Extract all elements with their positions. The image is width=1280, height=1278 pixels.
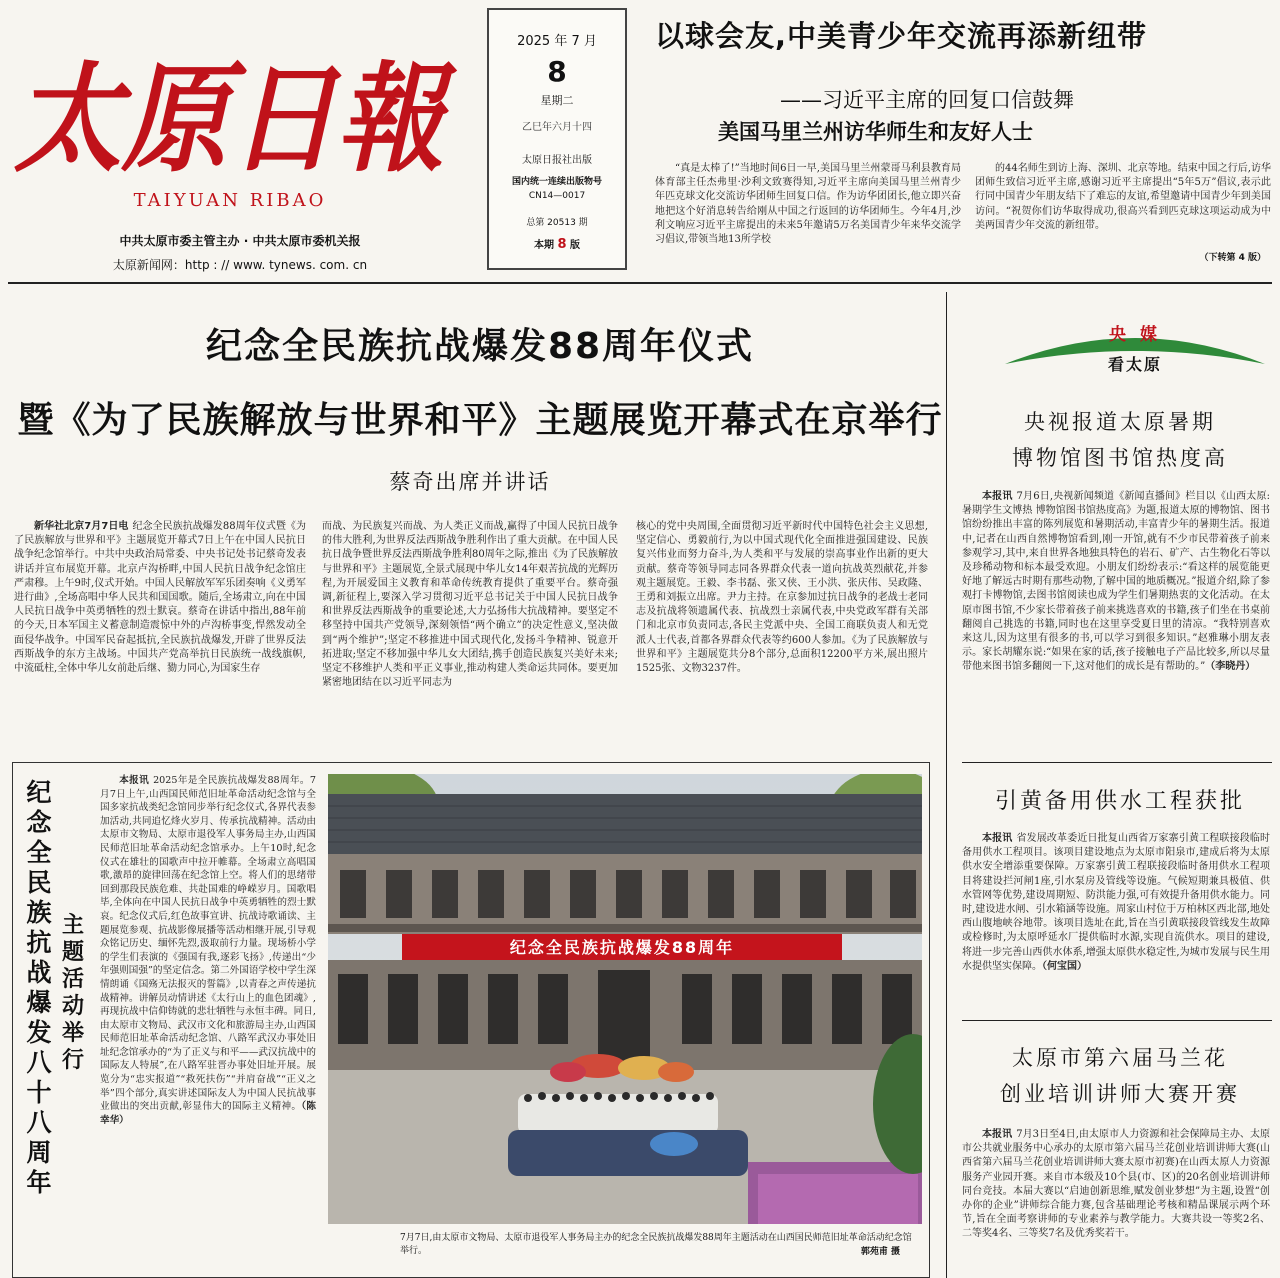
top-story-column-2 [975,162,1271,262]
page-count-prefix: 本期 [533,240,554,251]
main-story-column-1-text: 纪念全民族抗战爆发88周年仪式暨《为了民族解放与世界和平》主题展览开幕式7日上午在中国人民抗日战争纪念馆举行。中共中央政治局常委、中央书记处书记蔡奇发表讲话并宣布展览开幕。北京卢沟桥畔,中国人民抗日战争纪念馆庄严肃穆。上午9时,仪式开始。中国人民解放军军乐团奏响《义勇军进行曲》,全场高唱中华人民共和国国歌。随后,全场肃立,向在中国人民抗日战争中英勇牺牲的烈士默哀。蔡奇在讲话中指出,88年前的今天,日本军国主义蓄意制造震惊中外的卢沟桥事变,悍然发动全面侵华战争。中国军民奋起抵抗,全民族抗战爆发,开辟了世界反法西斯战争的东方主战场。中国共产党高举抗日民族统一战线旗帜,中流砥柱,全体中华儿女前赴后继、勠力同心,为国家生存 [14,521,306,675]
main-story-column-1 [14,520,306,752]
right-story-3-title-1: 太原市第六届马兰花 [1012,1046,1228,1070]
right-story-1-title-2: 博物馆图书馆热度高 [1012,446,1228,470]
date-day: 8 [547,55,567,88]
right-story-3-body [962,1128,1270,1278]
date-year-month: 2025 年 7 月 [517,34,597,49]
masthead-sponsor: 中共太原市委主管主办 · 中共太原市委机关报 [119,234,361,248]
masthead-divider [8,282,1272,284]
feature-vertical-subtitle: 主题活动举行 [61,913,84,1073]
page-count-suffix: 版 [570,240,580,251]
top-story-column-2-text: 的44名师生到访上海、深圳、北京等地。结束中国之行后,访华团师生致信习近平主席,感谢习近平主席提出“5年5万”倡议,表示此行同中国青少年朋友结下了难忘的友谊,希望邀请中国青少年到美国访问。“祝贺你们访华取得成功,很高兴看到匹克球这项运动成为中美两国青少年交流的新纽带。 [975,163,1271,231]
date-weekday: 星期二 [540,94,574,107]
right-divider-2 [962,1020,1272,1021]
top-story-continued: （下转第 4 版） [1199,253,1266,263]
photo-caption: 7月7日,由太原市文物局、太原市退役军人事务局主办的纪念全民族抗战爆发88周年主题活动在山西国民师范旧址革命活动纪念馆举行。 [400,1233,912,1256]
right-story-2-lead: 本报讯 [982,833,1013,844]
cctv-badge-top: 央 媒 [1109,325,1161,345]
right-divider-1 [962,762,1272,763]
right-story-2-author: （何宝国） [1042,960,1087,972]
top-story-column-1 [655,162,961,262]
right-story-3-title-2: 创业培训讲师大赛开赛 [1000,1082,1240,1106]
right-story-2-para [962,832,1270,974]
feature-photo [328,774,922,1224]
right-story-3-lead: 本报讯 [982,1129,1013,1140]
date-box [487,8,627,270]
right-story-2-body [962,832,1270,1007]
right-story-1-lead: 本报讯 [982,491,1013,502]
main-story-subtitle: 蔡奇出席并讲话 [389,470,551,494]
main-story-title-2: 暨《为了民族解放与世界和平》主题展览开幕式在京举行 [17,400,943,441]
top-story-subtitle-2: 美国马里兰州访华师生和友好人士 [718,120,1033,144]
issue-number: 总第 20513 期 [526,218,588,228]
top-story-headline: 以球会友,中美青少年交流再添新纽带 [655,19,1148,53]
publisher-label: 太原日报社出版 [522,155,592,166]
feature-vertical-title: 纪念全民族抗战爆发八十八周年 [26,778,52,1197]
feature-text: 2025年是全民族抗战爆发88周年。7月7日上午,山西国民师范旧址革命活动纪念馆与全国多家抗战类纪念馆同步举行纪念仪式,各界代表参加活动,共同追忆烽火岁月、传承抗战精神。活动由太原市文物局、太原市退役军人事务局主办,山西国民师范旧址革命活动纪念馆承办。上午10时,纪念仪式在雄壮的国歌声中拉开帷幕。全场肃立高唱国歌,激昂的旋律回荡在纪念馆上空。将人们的思绪带回到那段民族危难、共赴国难的峥嵘岁月。国歌唱毕,全体向在中国人民抗日战争中英勇牺牲的烈士默哀。纪念仪式后,红色故事宣讲、抗战诗歌诵读、主题展览参观、抗战影像展播等活动相继开展,引导观众铭记历史、缅怀先烈,汲取前行力量。现场桥小学的学生们表演的《强国有我,逐彩飞扬》,传递出“少年强则国强”的坚定信念。第二外国语学校中学生深情朗诵《国殇无法报灭的誓篇》,以青春之声传递抗战精神。讲解员动情讲述《太行山上的血色团魂》,再现抗战中信仰铸就的悲壮牺牲与永恒丰碑。同日,由太原市文物局、武汉市文化和旅游局主办,山西国民师范旧址革命活动纪念馆、八路军武汉办事处旧址纪念馆承办的“为了正义与和平——武汉抗战中的国际友人特展”,在八路军驻晋办事处旧址开展。展览分为“忠实报道”“救死扶伤”“并肩奋战”“正义之举”四个部分,真实讲述国际友人为中国人民抗战事业做出的突出贡献,彰显伟大的国际主义精神。 [100,775,316,1113]
cctv-badge-bottom: 看太原 [1107,355,1162,374]
right-story-3-para [962,1128,1270,1242]
feature-author: （陈幸华） [100,1101,316,1126]
right-story-1-text: 7月6日,央视新闻频道《新闻直播间》栏目以《山西太原:暑期学生文博热 博物馆图书馆热度高》为题,报道太原的博物馆、图书馆纷纷推出丰富的陈列展览和暑期活动,丰富青少年的暑期生活。报道中,记者在山西自然博物馆看到,刚一开馆,就有不少市民带着孩子前来参观学习,其中,来自世界各地独具特色的岩石、矿产、古生物化石等以及珍稀动物和标本最受欢迎。小朋友们纷纷表示:“看这样的展览能更好地了解远古时期有那些动物,了解中国的地质概况。”报道介绍,除了参观打卡博物馆,去图书馆阅读也成为学生们暑期热衷的文化活动。在太原市图书馆,不少家长带着孩子前来挑选喜欢的书籍,孩子们坐在书桌前翻阅自己挑选的书籍,同时也在这里享受夏日里的清凉。“我特别喜欢来这儿,因为这里有很多的书,可以学习到很多知识。”赵雅琳小朋友表示。家长胡耀东说:“如果在家的话,孩子接触电子产品比较多,所以尽量带他来图书馆多翻阅一下,这对他们的成长是有帮助的。” [962,491,1270,673]
serial-label: 国内统一连续出版物号 [511,177,602,187]
photo-credit: 郭苑甫 摄 [860,1247,900,1257]
right-story-3-text: 7月3日至4日,由太原市人力资源和社会保障局主办、太原市公共就业服务中心承办的太原市第六届马兰花创业培训讲师大赛(山西省第六届马兰花创业培训讲师大赛太原市初赛)在山西太原人力资源服务产业园开赛。来自市本级及10个县(市、区)的20名创业培训讲师同台竞技。本届大赛以“启迪创新思维,赋发创业梦想”为主题,设置“创办你的企业”讲师综合能力赛,包含基础理论考核和精品课展示两个环节,旨在全面考察讲师的专业素养与教学能力。大赛共设一等奖2名、二等奖4名、三等奖7名及优秀奖若干。 [962,1129,1270,1240]
masthead-logo [14,10,459,188]
top-story-column-1-text: “真是太棒了!”当地时间6日一早,美国马里兰州蒙哥马利县教育局体育部主任杰弗里·沙利文致赛得知,习近平主席向美国马里兰州青少年匹克球文化交流访华团师生回复口信。作为访华团团长,他立即兴奋地把这个好消息转告给刚从中国之行返回的访华团师生。今年4月,沙利文响应习近平主席提出的未来5年邀请5万名美国青少年来华交流学习倡议,带领当地13所学校 [655,163,961,246]
right-column-divider [946,292,947,1278]
main-story-column-1-para [14,520,306,676]
right-story-2-title: 引黄备用供水工程获批 [994,789,1245,814]
right-story-1-title-1: 央视报道太原暑期 [1024,410,1216,434]
date-lunar: 乙巳年六月十四 [522,122,592,133]
masthead-website: 太原新闻网：http : // www. tynews. com. cn [112,258,368,272]
main-story-lead: 新华社北京7月7日电 [34,521,129,532]
masthead-logo-text: 太原日報 [14,49,458,188]
right-story-1-para [962,490,1270,675]
banner-text: 纪念全民族抗战爆发88周年 [509,938,735,957]
feature-body [100,774,316,1264]
cn-number: CN14—0017 [528,191,586,201]
feature-para [100,774,316,1127]
top-story-subtitle-1: ——习近平主席的回复口信鼓舞 [780,88,1074,112]
main-story-column-2-text: 而战、为民族复兴而战、为人类正义而战,赢得了中国人民抗日战争的伟大胜利,为世界反法西斯战争胜利作出了重大贡献。在中国人民抗日战争暨世界反法西斯战争胜利80周年之际,推出《为了民族解放与世界和平》主题展览,全景式展现中华儿女14年艰苦抗战的光辉历程,为开展爱国主义教育和革命传统教育提供了重要平台。蔡奇强调,新征程上,要深入学习贯彻习近平总书记关于中国人民抗日战争和世界反法西斯战争的重要论述,大力弘扬伟大抗战精神。要坚定不移坚持中国共产党领导,深刻领悟“两个确立”的决定性意义,坚决做到“两个维护”;坚定不移推进中国式现代化,发扬斗争精神、锐意开拓进取;坚定不移加强中华儿女大团结,携手创造民族复兴美好未来;坚定不移维护人类和平正义事业,推动构建人类命运共同体。要更加紧密地团结在以习近平同志为 [322,521,618,689]
masthead-pinyin: TAIYUAN RIBAO [133,190,327,211]
main-story-title-1: 纪念全民族抗战爆发88周年仪式 [205,326,755,367]
right-story-2-text: 省发展改革委近日批复山西省万家寨引黄工程联接段临时备用供水工程项目。该项目建设地点为太原市阳泉市,建成后将为太原供水安全增添重要保障。万家寨引黄工程联接段临时备用供水工程项目将建设拦河闸1座,引水泵房及管线等设施。气候短期兼具极值、供水管网等优势,建设周期短、防洪能力强,可有效提升备用供水能力。同时,建设进水闸、引水箱涵等设施。周家山村位于万柏林区西北部,地处西山腹地峡谷地带。该项目选址在此,旨在当引黄联接段管线发生故障或检修时,为太原呼延水厂提供临时水源,实现自流供水。项目的建设,将进一步完善山西供水体系,增强太原供水稳定性,为城市发展与民生用水提供坚实保障。 [962,833,1270,972]
page-count [489,236,625,252]
main-story-column-3 [636,520,928,752]
main-story-column-3-text: 核心的党中央周围,全面贯彻习近平新时代中国特色社会主义思想,坚定信心、勇毅前行,为以中国式现代化全面推进强国建设、民族复兴伟业而努力奋斗,为人类和平与发展的崇高事业作出新的更大贡献。蔡奇等领导同志同各界群众代表一道向抗战英烈献花,并参观主题展览。王毅、李书磊、张又侠、王小洪、张庆伟、吴政隆、王勇和刘振立出席。尹力主持。在京参加过抗日战争的老战士老同志及抗战将领遗属代表、抗战烈士亲属代表,中央党政军群有关部门和北京市负责同志,各民主党派中央、全国工商联负责人和无党派人士代表,首都各界群众代表等约600人参加。《为了民族解放与世界和平》主题展览共分8个部分,总面积12200平方米,展出照片1525张、文物3237件。 [636,521,928,675]
page-count-number: 8 [557,237,567,252]
feature-lead: 本报讯 [119,775,150,786]
main-story-column-2 [322,520,618,752]
right-story-1-body [962,490,1270,745]
right-story-1-author: （李晓丹） [1205,661,1256,673]
